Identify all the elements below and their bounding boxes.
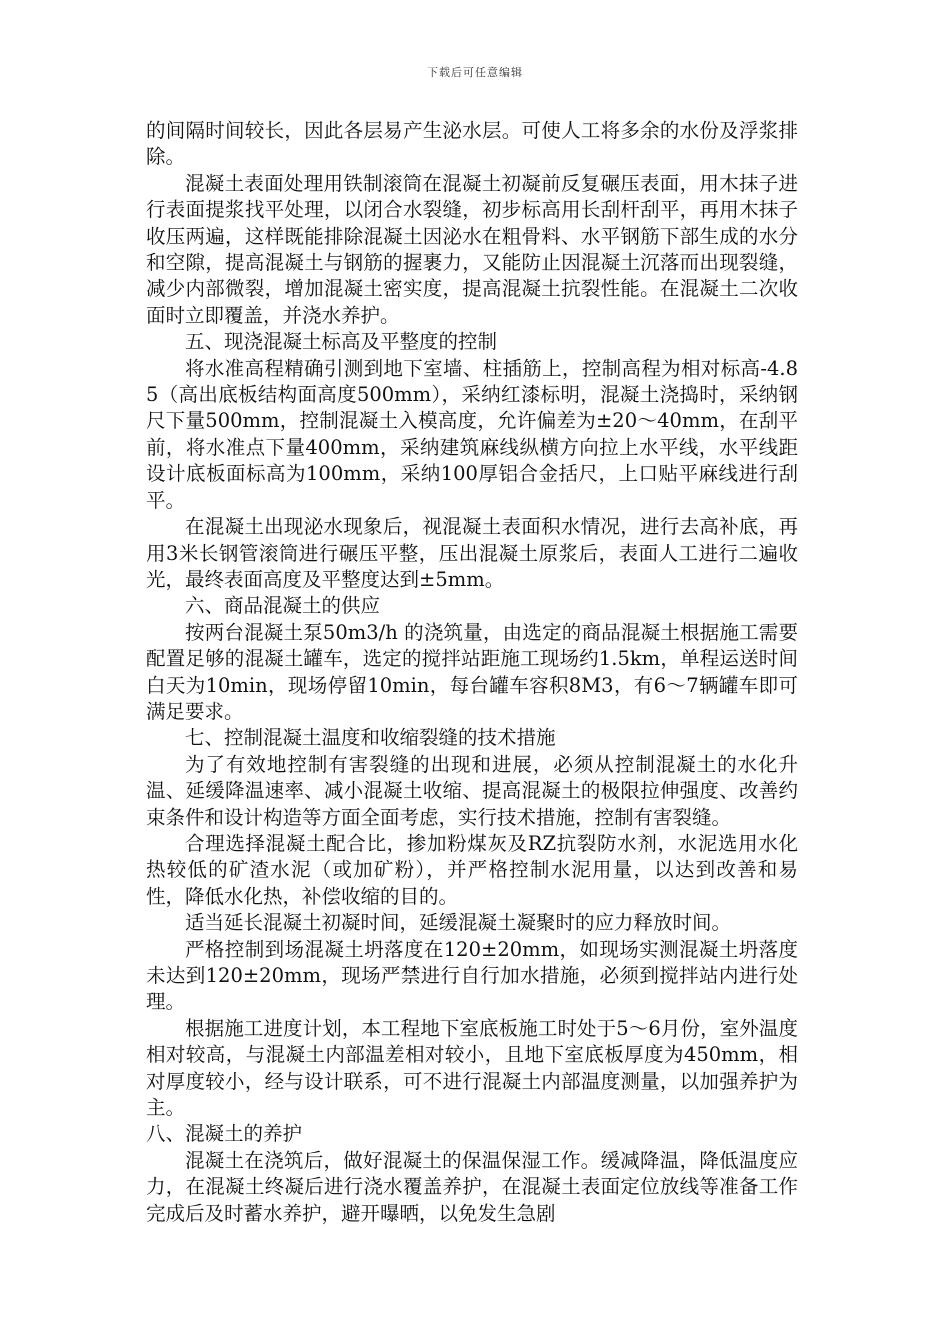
paragraph-6: 为了有效地控制有害裂缝的出现和进展，必须从控制混凝土的水化升温、延缓降温速率、减小混凝土收缩、提高混凝土的极限拉伸强度、改善约束条件和设计构造等方面全面考虑，实行技术措施，控制有害裂缝。 (146, 752, 798, 829)
paragraph-5: 按两台混凝土泵50m3/h 的浇筑量，由选定的商品混凝土根据施工需要配置足够的混凝土罐车，选定的搅拌站距施工现场约1.5km，单程运送时间白天为10min，现场停留10min，每台罐车容积8M3，有6～7辆罐车即可满足要求。 (146, 620, 798, 723)
paragraph-4: 在混凝土出现泌水现象后，视混凝土表面积水情况，进行去高补底，再用3米长钢管滚筒进行碾压平整，压出混凝土原浆后，表面人工进行二遍收光，最终表面高度及平整度达到±5mm。 (146, 515, 798, 591)
section-heading-6: 六、商品混凝土的供应 (185, 594, 381, 618)
document-body (146, 118, 798, 1227)
paragraph-11: 混凝土在浇筑后，做好混凝土的保温保湿工作。缓减降温，降低温度应力，在混凝土终凝后进行浇水覆盖养护，在混凝土表面定位放线等准备工作完成后及时蓄水养护，避开曝晒，以免发生急剧 (146, 1148, 798, 1225)
section-heading-7: 七、控制混凝土温度和收缩裂缝的技术措施 (185, 726, 556, 750)
paragraph-7: 合理选择混凝土配合比，掺加粉煤灰及RZ抗裂防水剂，水泥选用水化热较低的矿渣水泥（或加矿粉），并严格控制水泥用量，以达到改善和易性，降低水化热，补偿收缩的目的。 (146, 831, 798, 908)
section-heading-5: 五、现浇混凝土标高及平整度的控制 (185, 330, 498, 354)
paragraph-1: 的间隔时间较长，因此各层易产生泌水层。可使人工将多余的水份及浮浆排除。 (146, 119, 798, 169)
section-heading-8: 八、混凝土的养护 (146, 1122, 303, 1146)
paragraph-2: 混凝土表面处理用铁制滚筒在混凝土初凝前反复碾压表面，用木抹子进行表面提浆找平处理，以闭合水裂缝，初步标高用长刮杆刮平，再用木抹子收压两遍，这样既能排除混凝土因泌水在粗骨料、水平钢筋下部生成的水分和空隙，提高混凝土与钢筋的握裹力，又能防止因混凝土沉落而出现裂缝，减少内部微裂，增加混凝土密实度，提高混凝土抗裂性能。在混凝土二次收面时立即覆盖，并浇水养护。 (146, 171, 798, 327)
paragraph-3: 将水准高程精确引测到地下室墙、柱插筋上，控制高程为相对标高-4.85（高出底板结构面高度500mm），采纳红漆标明，混凝土浇捣时，采纳钢尺下量500mm，控制混凝土入模高度，允许偏差为±20～40mm，在刮平前，将水准点下量400mm，采纳建筑麻线纵横方向拉上水平线，水平线距设计底板面标高为100mm，采纳100厚铝合金括尺，上口贴平麻线进行刮平。 (146, 356, 798, 512)
paragraph-10: 根据施工进度计划，本工程地下室底板施工时处于5～6月份，室外温度相对较高，与混凝土内部温差相对较小，且地下室底板厚度为450mm，相对厚度较小，经与设计联系，可不进行混凝土内部温度测量，以加强养护为主。 (146, 1016, 798, 1120)
paragraph-8: 适当延长混凝土初凝时间，延缓混凝土凝聚时的应力释放时间。 (185, 911, 732, 935)
page-header: 下载后可任意编辑 (427, 66, 523, 79)
paragraph-9: 严格控制到场混凝土坍落度在120±20mm，如现场实测混凝土坍落度未达到120±20mm，现场严禁进行自行加水措施，必须到搅拌站内进行处理。 (146, 937, 798, 1014)
